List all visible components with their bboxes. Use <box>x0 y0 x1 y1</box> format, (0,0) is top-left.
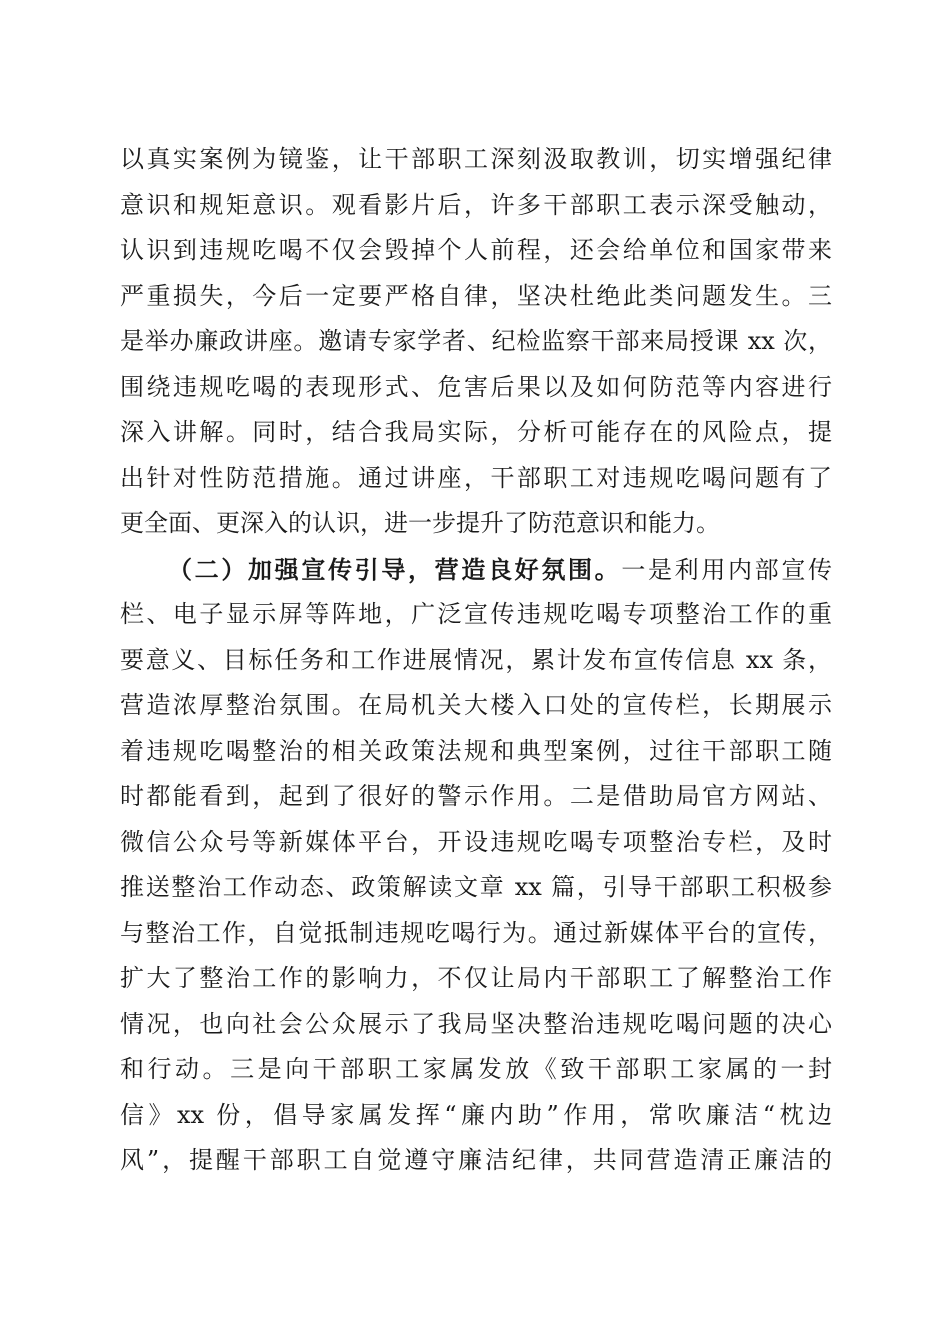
text-line: 扩大了整治工作的影响力，不仅让局内干部职工了解整治工作 <box>120 964 832 992</box>
section-heading: （二）加强宣传引导，营造良好氛围。 <box>168 554 622 584</box>
text-line: 以真实案例为镜鉴，让干部职工深刻汲取教训，切实增强纪律 <box>120 145 832 173</box>
text-line: 围绕违规吃喝的表现形式、危害后果以及如何防范等内容进行 <box>120 372 832 401</box>
paragraph-1 <box>120 137 832 547</box>
paragraph-2 <box>120 547 832 1184</box>
text-line: 严重损失，今后一定要严格自律，坚决杜绝此类问题发生。三 <box>120 281 832 310</box>
text-line: 时都能看到，起到了很好的警示作用。二是借助局官方网站、 <box>120 782 832 810</box>
text-line: 营造浓厚整治氛围。在局机关大楼入口处的宣传栏，长期展示 <box>120 691 832 719</box>
text-line: 意识和规矩意识。观看影片后，许多干部职工表示深受触动， <box>120 190 832 219</box>
text-line: 和行动。三是向干部职工家属发放《致干部职工家属的一封 <box>120 1055 832 1083</box>
text-line: 着违规吃喝整治的相关政策法规和典型案例，过往干部职工随 <box>120 736 832 765</box>
text-line: 要意义、目标任务和工作进展情况，累计发布宣传信息 xx 条， <box>120 645 832 674</box>
text-line: 微信公众号等新媒体平台，开设违规吃喝专项整治专栏，及时 <box>120 827 832 856</box>
body-text <box>120 137 832 1184</box>
text-line: 深入讲解。同时，结合我局实际，分析可能存在的风险点，提 <box>120 418 832 446</box>
text-line: 与整治工作，自觉抵制违规吃喝行为。通过新媒体平台的宣传， <box>120 918 832 947</box>
text-line: 栏、电子显示屏等阵地，广泛宣传违规吃喝专项整治工作的重 <box>120 600 832 628</box>
text-line: 是举办廉政讲座。邀请专家学者、纪检监察干部来局授课 xx 次， <box>120 327 832 355</box>
text-span: 一是利用内部宣传 <box>621 555 833 584</box>
text-line: 情况，也向社会公众展示了我局坚决整治违规吃喝问题的决心 <box>120 1009 832 1038</box>
text-line: 推送整治工作动态、政策解读文章 xx 篇，引导干部职工积极参 <box>120 873 832 901</box>
text-line: 出针对性防范措施。通过讲座，干部职工对违规吃喝问题有了 <box>120 463 832 492</box>
text-line: 更全面、更深入的认识，进一步提升了防范意识和能力。 <box>120 509 720 537</box>
text-line: 风”，提醒干部职工自觉遵守廉洁纪律，共同营造清正廉洁的 <box>120 1146 832 1174</box>
text-line: 信》xx 份，倡导家属发挥“廉内助”作用，常吹廉洁“枕边 <box>120 1100 832 1129</box>
paragraph-2-first-line <box>120 547 832 593</box>
text-line: 认识到违规吃喝不仅会毁掉个人前程，还会给单位和国家带来 <box>120 236 832 264</box>
